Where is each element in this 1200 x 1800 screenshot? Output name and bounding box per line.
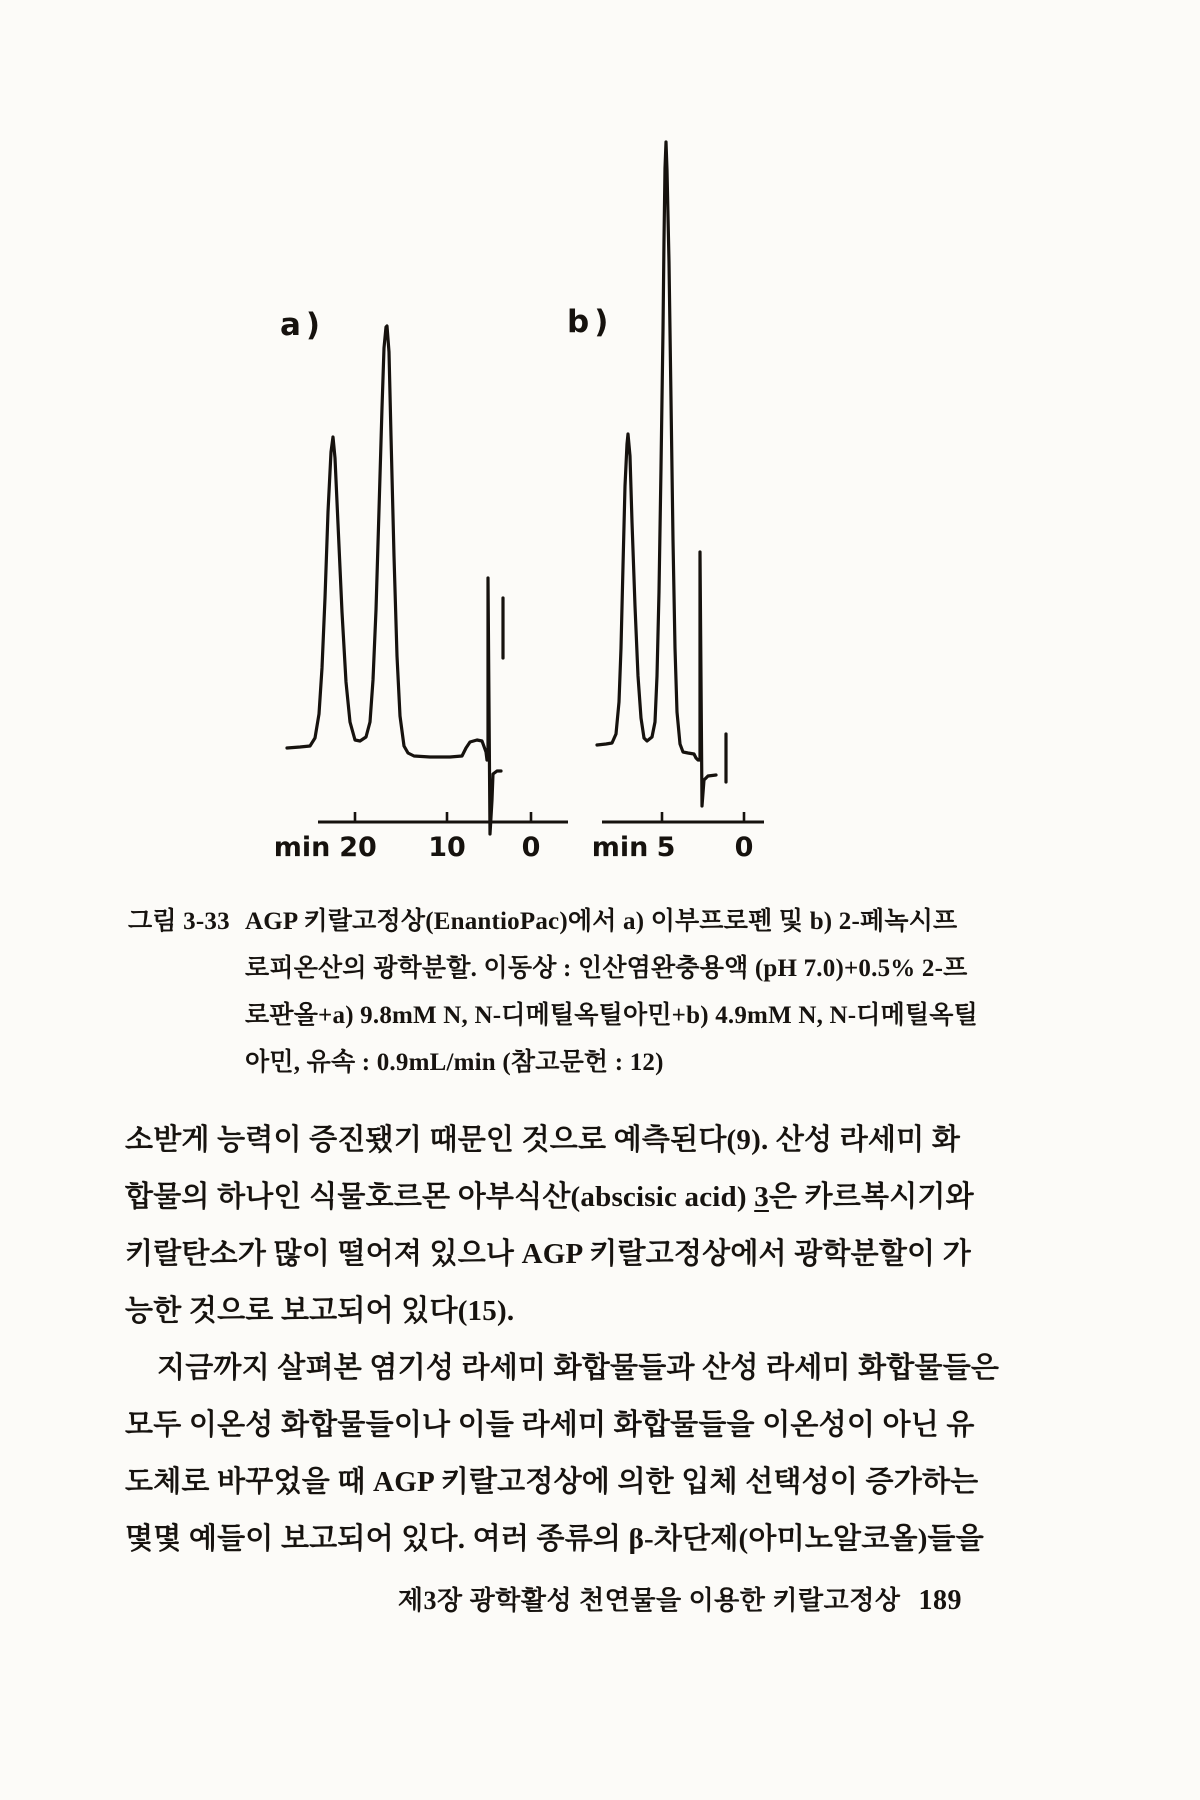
figure-3-33-chromatograms <box>230 120 850 880</box>
panel-b-axis-unit: min <box>591 832 649 863</box>
figure-caption <box>128 898 988 1086</box>
panel-a-label: a) <box>280 307 326 343</box>
panel-a-tick-label-10: 10 <box>428 832 466 863</box>
body-line: 도체로 바꾸었을 때 AGP 키랄고정상에 의한 입체 선택성이 증가하는 <box>125 1466 979 1498</box>
page-number: 189 <box>918 1585 962 1616</box>
running-title: 제3장 광학활성 천연물을 이용한 키랄고정상 <box>397 1586 901 1615</box>
caption-line: 로피온산의 광학분할. 이동상 : 인산염완충용액 (pH 7.0)+0.5% 2-프 <box>245 955 968 982</box>
chromatogram-panel-b <box>567 142 764 863</box>
caption-line: AGP 키랄고정상(EnantioPac)에서 a) 이부프로펜 및 b) 2-페녹시프 <box>245 908 958 935</box>
body-line: 소받게 능력이 증진됐기 때문인 것으로 예측된다(9). 산성 라세미 화 <box>125 1124 961 1156</box>
body-line: 키랄탄소가 많이 떨어져 있으나 AGP 키랄고정상에서 광학분할이 가 <box>125 1238 971 1270</box>
panel-b-tick-label-5: 5 <box>656 832 676 863</box>
body-line: 지금까지 살펴본 염기성 라세미 화합물들과 산성 라세미 화합물들은 <box>157 1352 1000 1384</box>
body-line: 능한 것으로 보고되어 있다(15). <box>125 1295 515 1327</box>
page-footer <box>0 1580 962 1617</box>
body-text <box>125 1112 1025 1568</box>
body-line: 몇몇 예들이 보고되어 있다. 여러 종류의 β-차단제(아미노알코올)들을 <box>125 1523 984 1555</box>
panel-b-label: b) <box>567 304 614 340</box>
panel-a-tick-label-0: 0 <box>521 832 541 863</box>
chromatogram-a-trace <box>287 326 501 834</box>
figure-caption-number: 그림 3-33 <box>128 908 230 935</box>
body-line: 합물의 하나인 식물호르몬 아부식산(abscisic acid) 3은 카르복시기와 <box>125 1181 974 1213</box>
caption-line: 로판올+a) 9.8mM N, N-디메틸옥틸아민+b) 4.9mM N, N-디메틸옥틸 <box>245 1002 979 1029</box>
panel-b-tick-label-0: 0 <box>734 832 754 863</box>
panel-a-axis-unit: min <box>273 832 331 863</box>
body-line: 모두 이온성 화합물들이나 이들 라세미 화합물들을 이온성이 아닌 유 <box>125 1409 975 1441</box>
chromatogram-panel-a <box>274 307 568 863</box>
compound-number: 3 <box>754 1181 769 1213</box>
caption-line: 아민, 유속 : 0.9mL/min (참고문헌 : 12) <box>245 1049 664 1076</box>
chromatogram-b-trace <box>597 142 716 806</box>
panel-a-tick-label-20: 20 <box>339 832 377 863</box>
